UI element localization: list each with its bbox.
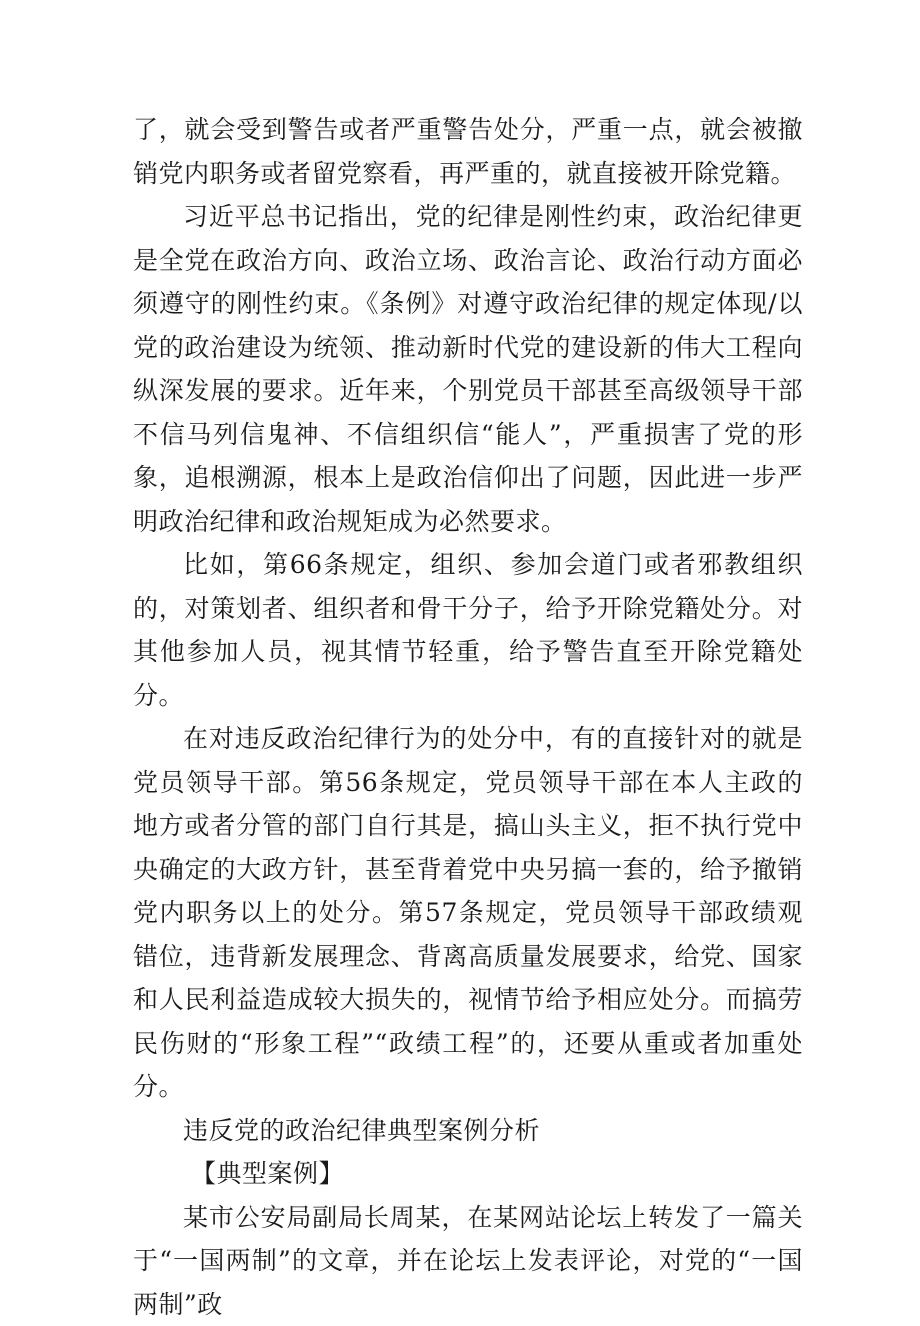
paragraph-article-66: 比如，第66条规定，组织、参加会道门或者邪教组织的，对策划者、组织者和骨干分子，给予开除党籍处分。对其他参加人员，视其情节轻重，给予警告直至开除党籍处分。 bbox=[133, 543, 803, 717]
paragraph-political-discipline: 习近平总书记指出，党的纪律是刚性约束，政治纪律更是全党在政治方向、政治立场、政治言论、政治行动方面必须遵守的刚性约束。《条例》对遵守政治纪律的规定体现/以党的政治建设为统领、推动新时代党的建设新的伟大工程向纵深发展的要求。近年来，个别党员干部甚至高级领导干部不信马列信鬼神、不信组织信“能人”，严重损害了党的形象，追根溯源，根本上是政治信仰出了问题，因此进一步严明政治纪律和政治规矩成为必然要求。 bbox=[133, 195, 803, 543]
case-heading: 【典型案例】 bbox=[133, 1152, 803, 1196]
paragraph-articles-56-57: 在对违反政治纪律行为的处分中，有的直接针对的就是党员领导干部。第56条规定，党员领导干部在本人主政的地方或者分管的部门自行其是，搞山头主义，拒不执行党中央确定的大政方针，甚至背着党中央另搞一套的，给予撤销党内职务以上的处分。第57条规定，党员领导干部政绩观错位，违背新发展理念、背离高质量发展要求，给党、国家和人民利益造成较大损失的，视情节给予相应处分。而搞劳民伤财的“形象工程”“政绩工程”的，还要从重或者加重处分。 bbox=[133, 717, 803, 1109]
paragraph-case: 某市公安局副局长周某，在某网站论坛上转发了一篇关于“一国两制”的文章，并在论坛上发表评论，对党的“一国两制”政 bbox=[133, 1196, 803, 1326]
document-body bbox=[133, 108, 803, 1326]
paragraph-continuation: 了，就会受到警告或者严重警告处分，严重一点，就会被撤销党内职务或者留党察看，再严重的，就直接被开除党籍。 bbox=[133, 108, 803, 195]
section-heading: 违反党的政治纪律典型案例分析 bbox=[133, 1109, 803, 1153]
